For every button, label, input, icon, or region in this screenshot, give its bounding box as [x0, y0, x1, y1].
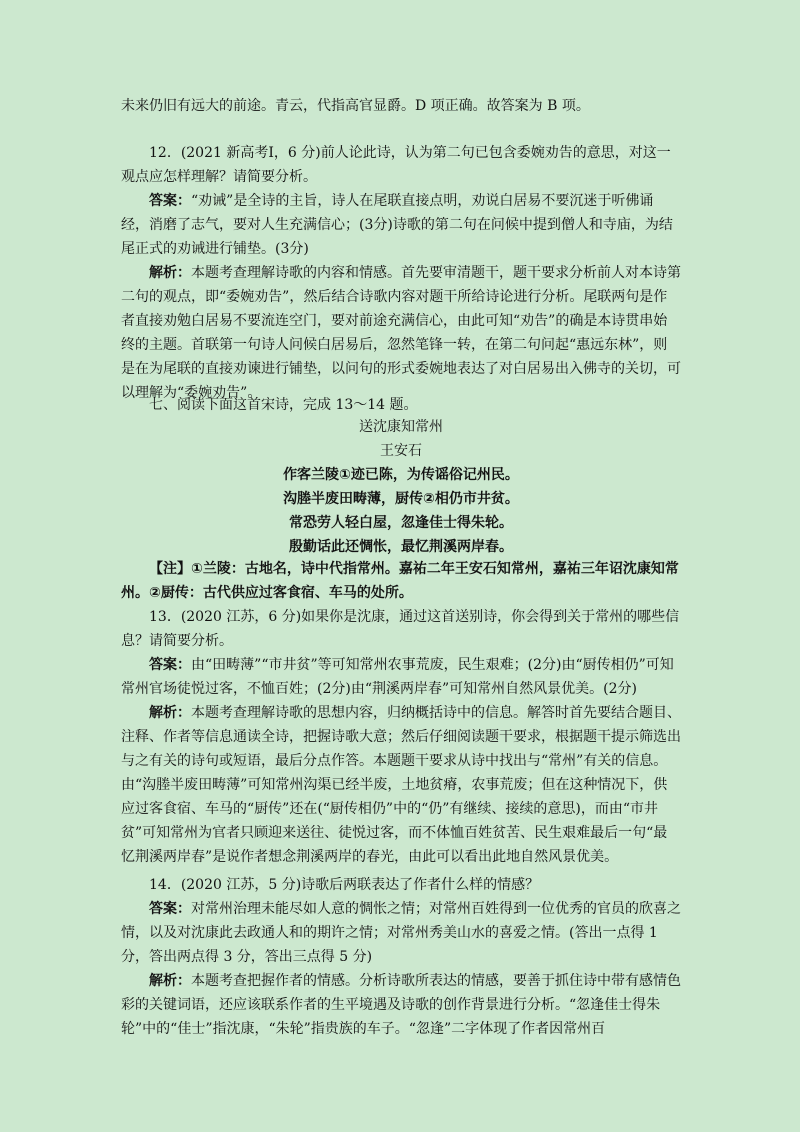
analysis-text: 本题考查理解诗歌的内容和情感。首先要审清题干，题干要求分析前人对本诗第二句的观点，即“委婉劝告”，然后结合诗歌内容对题干所给诗论进行分析。尾联两句是作者直接劝勉白居易不要流连空门，要对前途充满信心，由此可知“劝告”的确是本诗贯串始终的主题。首联第一句诗人问候白居易后，忽然笔锋一转，在第二句问起“惠远东林”，则是在为尾联的直接劝谏进行铺垫，以问句的形式委婉地表达了对白居易出入佛寺的关切，可以理解为“委婉劝告”。: [121, 265, 681, 401]
question-12-text: 12．(2021 新高考Ⅰ，6 分)前人论此诗，认为第二句已包含委婉劝告的意思，对这一观点应怎样理解？请简要分析。: [121, 145, 671, 185]
answer-text: 由“田畴薄”“市井贫”等可知常州农事荒废，民生艰难；(2分)由“厨传相仍”可知常州官场徒悦过客，不恤百姓；(2分)由“荆溪两岸春”可知常州自然风景优美。(2分): [121, 657, 674, 697]
question-12-analysis: [121, 261, 681, 405]
poem-line-3: 常恐劳人轻白屋，忽逢佳士得朱轮。: [289, 515, 513, 531]
answer-text: “劝诫”是全诗的主旨，诗人在尾联直接点明，劝说白居易不要沉迷于听佛诵经，消磨了志气，要对人生充满信心；(3分)诗歌的第二句在问候中提到僧人和寺庙，为结尾正式的劝诫进行铺垫。(3分): [121, 193, 673, 257]
poem-line-2: 沟塍半废田畴薄，厨传②相仍市井贫。: [283, 491, 519, 507]
poem-line-1: 作客兰陵①迹已陈，为传谣俗记州民。: [283, 467, 519, 483]
answer-label: 答案：: [149, 901, 191, 917]
question-14-analysis: [121, 969, 681, 1041]
analysis-label: 解析：: [149, 973, 191, 989]
section-7-heading-block: [121, 393, 681, 417]
question-13-analysis: [121, 701, 681, 869]
question-14-text: 14．(2020 江苏，5 分)诗歌后两联表达了作者什么样的情感？: [149, 877, 540, 893]
poem-block: [121, 415, 681, 559]
question-14-block: [121, 873, 681, 1041]
poem-title: 送沈康知常州: [359, 419, 443, 435]
question-14-answer: [121, 897, 681, 969]
question-12-answer: [121, 189, 681, 261]
poem-note-block: [121, 557, 681, 605]
question-13-block: [121, 605, 681, 869]
analysis-text: 本题考查把握作者的情感。分析诗歌所表达的情感，要善于抓住诗中带有感情色彩的关键词语，还应该联系作者的生平境遇及诗歌的创作背景进行分析。“忽逢佳士得朱轮”中的“佳士”指沈康，“朱轮”指贵族的车子。“忽逢”二字体现了作者因常州百: [121, 973, 681, 1037]
question-13-text: 13．(2020 江苏，6 分)如果你是沈康，通过这首送别诗，你会得到关于常州的哪些信息？请简要分析。: [121, 609, 680, 649]
answer-label: 答案：: [149, 657, 191, 673]
question-13-answer: [121, 653, 681, 701]
paragraph-prev-answer: [121, 94, 681, 118]
analysis-text: 本题考查理解诗歌的思想内容，归纳概括诗中的信息。解答时首先要结合题目、注释、作者等信息通读全诗，把握诗歌大意；然后仔细阅读题干要求，根据题干提示筛选出与之有关的诗句或短语，最后分点作答。本题题干要求从诗中找出与“常州”有关的信息。由“沟塍半废田畴薄”可知常州沟渠已经半废，土地贫瘠，农事荒废；但在这种情况下，供应过客食宿、车马的“厨传”还在(“厨传相仍”中的“仍”有继续、接续的意思)，而由“市井贫”可知常州为官者只顾迎来送往、徒悦过客，而不体恤百姓贫苦、民生艰难最后一句“最忆荆溪两岸春”是说作者想念荆溪两岸的春光，由此可以看出此地自然风景优美。: [121, 705, 681, 865]
poem-note: 【注】①兰陵：古地名，诗中代指常州。嘉祐二年王安石知常州，嘉祐三年诏沈康知常州。②厨传：古代供应过客食宿、车马的处所。: [121, 561, 679, 601]
question-12-block: [121, 141, 681, 405]
answer-label: 答案：: [149, 193, 191, 209]
analysis-label: 解析：: [149, 705, 191, 721]
poem-author: 王安石: [380, 443, 422, 459]
answer-text: 对常州治理未能尽如人意的惆怅之情；对常州百姓得到一位优秀的官员的欣喜之情，以及对沈康此去政通人和的期许之情；对常州秀美山水的喜爱之情。(答出一点得 1 分，答出两点得 3 分，答出三点得 5 分): [121, 901, 681, 965]
analysis-label: 解析：: [149, 265, 191, 281]
section-7-heading: 七、阅读下面这首宋诗，完成 13～14 题。: [149, 397, 418, 413]
prev-answer-text: 未来仍旧有远大的前途。青云，代指高官显爵。D 项正确。故答案为 B 项。: [121, 98, 590, 114]
poem-line-4: 殷勤话此还惆怅，最忆荆溪两岸春。: [289, 539, 513, 555]
